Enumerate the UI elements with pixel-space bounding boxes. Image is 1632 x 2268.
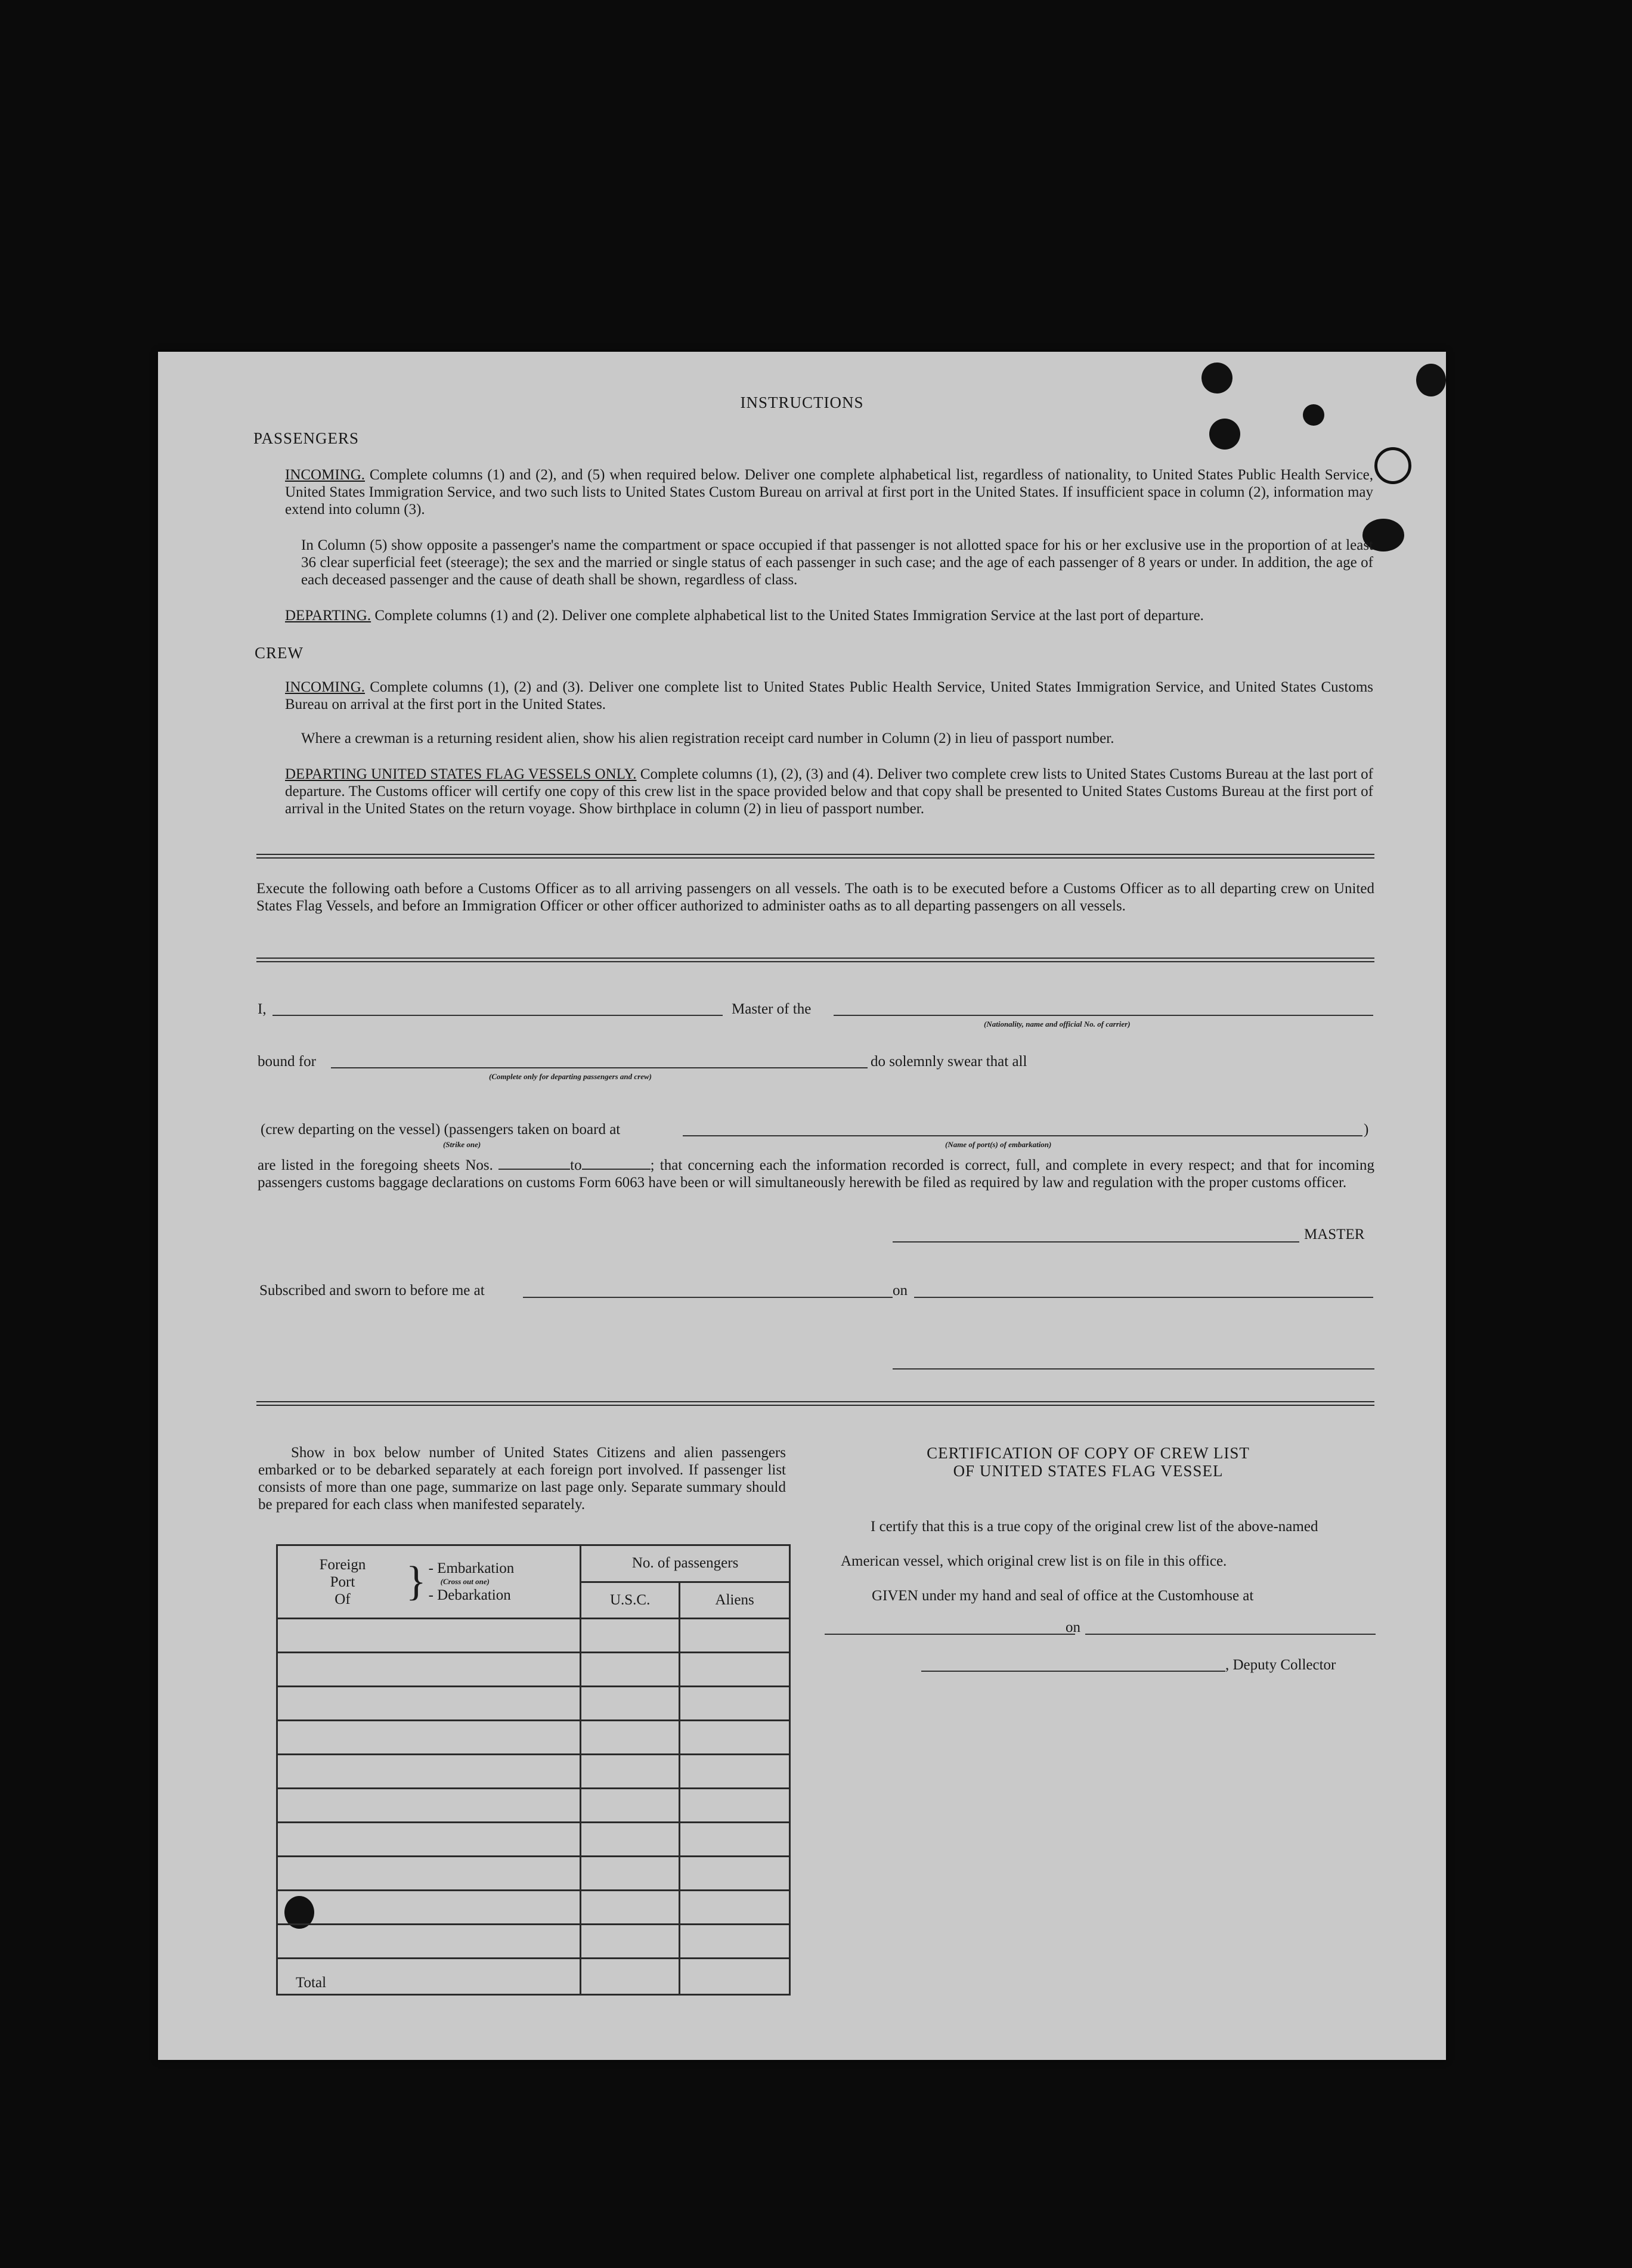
page-title: INSTRUCTIONS	[740, 394, 864, 411]
listed-to: to	[570, 1157, 582, 1173]
swear-label: do solemnly swear that all	[871, 1054, 1027, 1070]
section-divider	[256, 1405, 1374, 1406]
table-row[interactable]	[277, 1653, 790, 1687]
subscribed-date-field[interactable]	[914, 1297, 1373, 1298]
brace-icon: }	[406, 1559, 426, 1604]
punch-hole	[1374, 447, 1411, 484]
summary-instructions: Show in box below number of United States Citizens and alien passengers embarked or to be debarked separately at each foreign port involved. If passenger list consists of more than one page, summarize on last page only. Separate summary should be prepared for each class when manifested separately.	[258, 1445, 786, 1513]
close-paren: )	[1364, 1121, 1369, 1138]
bound-for-label: bound for	[258, 1054, 316, 1070]
passengers-incoming-text: Complete columns (1) and (2), and (5) when required below. Deliver one complete alphabetical list, regardless of nationality, to United States Public Health Service, United States Immigration Service, and two such lists to United States Custom Bureau on arrival at first port in the United States. If insufficient space in column (2), information may extend into column (3).	[285, 467, 1374, 518]
passengers-incoming-paragraph	[285, 466, 1373, 518]
table-row[interactable]	[277, 1925, 790, 1959]
crew-alien-paragraph: Where a crewman is a returning resident alien, show his alien registration receipt card number in Column (2) in lieu of passport number.	[301, 730, 1114, 746]
usc-header: U.S.C.	[581, 1582, 680, 1619]
crew-departing-label: DEPARTING UNITED STATES FLAG VESSELS ONLY.	[285, 766, 637, 782]
port-label: Port	[330, 1573, 355, 1590]
given-line: GIVEN under my hand and seal of office at the Customhouse at	[872, 1588, 1254, 1604]
crew-incoming-paragraph	[285, 678, 1373, 713]
crew-incoming-text: Complete columns (1), (2) and (3). Deliver one complete list to United States Public Health Service, United States Immigration Service, and United States Customs Bureau on arrival at the first port in the United States.	[285, 679, 1374, 712]
table-row[interactable]	[277, 1687, 790, 1721]
certify-line-2: American vessel, which original crew list is on file in this office.	[841, 1553, 1227, 1569]
of-label: Of	[335, 1591, 351, 1607]
punch-hole	[1416, 364, 1446, 396]
customhouse-field[interactable]	[825, 1634, 1075, 1635]
table-header-row	[277, 1545, 790, 1582]
total-label: Total	[277, 1959, 581, 1995]
passenger-summary-table	[276, 1544, 791, 1996]
table-row[interactable]	[277, 1721, 790, 1755]
listed-paragraph	[258, 1157, 1374, 1191]
table-total-row[interactable]	[277, 1959, 790, 1995]
passengers-incoming-label: INCOMING.	[285, 467, 366, 483]
foreign-port-header	[277, 1545, 581, 1619]
passengers-departing-text: Complete columns (1) and (2). Deliver one complete alphabetical list to the United States Immigration Service at the last port of departure.	[374, 608, 1204, 624]
punch-hole	[1209, 419, 1240, 450]
bound-for-caption: (Complete only for departing passengers and crew)	[489, 1072, 652, 1081]
section-divider	[256, 958, 1374, 959]
port-caption: (Name of port(s) of embarkation)	[945, 1140, 1052, 1149]
foreign-label: Foreign	[319, 1556, 366, 1573]
oath-instructions: Execute the following oath before a Customs Officer as to all arriving passengers on all vessels. The oath is to be executed before a Customs Officer as to all departing crew on United States Flag Vessels, and before an Immigration Officer or other officer authorized to administer oaths as to all departing passengers on all vessels.	[256, 881, 1374, 914]
table-row[interactable]	[277, 1857, 790, 1891]
certification-date-field[interactable]	[1085, 1634, 1376, 1635]
section-divider	[256, 1401, 1374, 1402]
debarkation-label: - Debarkation	[428, 1587, 511, 1603]
section-divider	[256, 857, 1374, 859]
listed-text-a: are listed in the foregoing sheets Nos.	[258, 1157, 493, 1173]
certification-title-2: OF UNITED STATES FLAG VESSEL	[953, 1462, 1224, 1480]
cross-out-caption: (Cross out one)	[440, 1577, 490, 1586]
table-row[interactable]	[277, 1823, 790, 1857]
oath-i-label: I,	[258, 1001, 267, 1017]
crew-departing-text: Complete columns (1), (2), (3) and (4). Deliver two complete crew lists to United States Customs Bureau at the last port of departure. The Customs officer will certify one copy of this crew list in the space provided below and that copy shall be presented to United States Customs Bureau at the first port of arrival in the United States on the return voyage. Show birthplace in column (2) in lieu of passport number.	[285, 766, 1373, 817]
bound-for-field[interactable]	[331, 1067, 868, 1068]
section-divider	[256, 961, 1374, 962]
table-row[interactable]	[277, 1891, 790, 1925]
aliens-header: Aliens	[680, 1582, 790, 1619]
form-sheet	[158, 352, 1446, 2060]
deputy-signature-field[interactable]	[921, 1671, 1225, 1672]
punch-hole	[1201, 362, 1232, 394]
deputy-collector-label: , Deputy Collector	[1225, 1657, 1336, 1673]
passengers-departing-label: DEPARTING.	[285, 608, 371, 624]
crew-departing-label-oath: (crew departing on the vessel) (passengers taken on board at	[261, 1121, 621, 1138]
table-row[interactable]	[277, 1619, 790, 1653]
no-of-passengers-header: No. of passengers	[581, 1545, 790, 1582]
embarkation-port-field[interactable]	[683, 1135, 1362, 1136]
master-signature-field[interactable]	[893, 1241, 1299, 1243]
subscribed-place-field[interactable]	[523, 1297, 893, 1298]
subscribed-label: Subscribed and sworn to before me at	[259, 1282, 485, 1299]
master-label: MASTER	[1304, 1226, 1365, 1243]
certify-line-1: I certify that this is a true copy of the original crew list of the above-named	[871, 1519, 1318, 1535]
officer-signature-field[interactable]	[893, 1368, 1374, 1370]
master-of-the-label: Master of the	[732, 1001, 812, 1017]
table-row[interactable]	[277, 1789, 790, 1823]
master-name-field[interactable]	[272, 1015, 723, 1016]
subscribed-on-label: on	[893, 1282, 908, 1299]
vessel-field[interactable]	[834, 1015, 1373, 1016]
column5-paragraph: In Column (5) show opposite a passenger's name the compartment or space occupied if that passenger is not allotted space for his or her exclusive use in the proportion of at least 36 clear superficial feet (steerage); the sex and the married or single status of each passenger in such case; and the age of each passenger of 8 years or under. In addition, the age of each deceased passenger and the cause of death shall be shown, regardless of class.	[301, 537, 1373, 588]
passengers-heading: PASSENGERS	[253, 429, 360, 447]
certification-on-label: on	[1066, 1619, 1080, 1635]
nationality-caption: (Nationality, name and official No. of carrier)	[984, 1020, 1131, 1028]
table-row[interactable]	[277, 1755, 790, 1789]
certification-title-1: CERTIFICATION OF COPY OF CREW LIST	[927, 1444, 1250, 1462]
embarkation-label: - Embarkation	[428, 1560, 515, 1576]
sheet-from-field[interactable]	[498, 1158, 570, 1170]
listed-text-b: ; that concerning each the information recorded is correct, full, and complete in every respect; and that for incoming passengers customs baggage declarations on customs Form 6063 have been or will simultaneously herewith be filed as required by law and regulation with the proper customs officer.	[258, 1157, 1374, 1191]
crew-departing-paragraph	[285, 766, 1373, 817]
sheet-to-field[interactable]	[582, 1158, 651, 1170]
crew-incoming-label: INCOMING.	[285, 679, 366, 695]
crew-heading: CREW	[255, 644, 304, 662]
section-divider	[256, 854, 1374, 855]
strike-one-caption: (Strike one)	[443, 1140, 481, 1149]
passengers-departing-paragraph	[285, 607, 1373, 624]
